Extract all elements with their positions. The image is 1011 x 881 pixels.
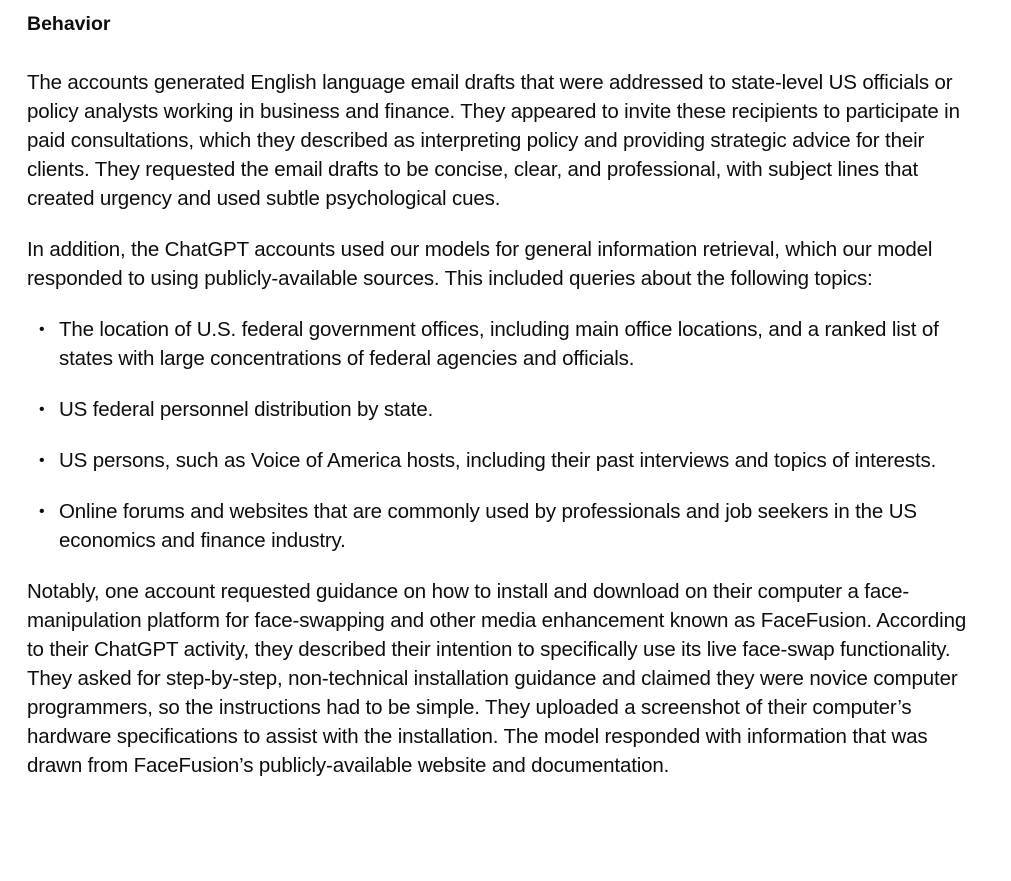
bullet-icon: • (39, 503, 45, 520)
list-item (27, 497, 984, 555)
section-heading: Behavior (27, 13, 111, 35)
list-item-text: US persons, such as Voice of America hosts, including their past interviews and topics of interests. (59, 449, 937, 472)
list-item (27, 395, 984, 424)
paragraph-information-retrieval: In addition, the ChatGPT accounts used our models for general information retrieval, which our model responded to using publicly-available sources. This included queries about the following topics: (27, 238, 933, 290)
topics-list (27, 315, 984, 555)
list-item-text: Online forums and websites that are commonly used by professionals and job seekers in the US economics and finance industry. (59, 500, 917, 552)
bullet-icon: • (39, 401, 45, 418)
bullet-icon: • (39, 321, 45, 338)
list-item (27, 315, 984, 373)
paragraph-facefusion: Notably, one account requested guidance on how to install and download on their computer a face-manipulation platform for face-swapping and other media enhancement known as FaceFusion. According to their ChatGPT activity, they described their intention to specifically use its live face-swap functionality. They asked for step-by-step, non-technical installation guidance and claimed they were novice computer programmers, so the instructions had to be simple. They uploaded a screenshot of their computer’s hardware specifications to assist with the installation. The model responded with information that was drawn from FaceFusion’s publicly-available website and documentation. (27, 580, 967, 777)
bullet-icon: • (39, 452, 45, 469)
list-item-text: The location of U.S. federal government offices, including main office locations, and a ranked list of states with large concentrations of federal agencies and officials. (59, 318, 939, 370)
paragraph-email-drafts: The accounts generated English language email drafts that were addressed to state-level US officials or policy analysts working in business and finance. They appeared to invite these recipients to participate in paid consultations, which they described as interpreting policy and providing strategic advice for their clients. They requested the email drafts to be concise, clear, and professional, with subject lines that created urgency and used subtle psychological cues. (27, 71, 960, 210)
list-item (27, 446, 984, 475)
list-item-text: US federal personnel distribution by state. (59, 398, 434, 421)
